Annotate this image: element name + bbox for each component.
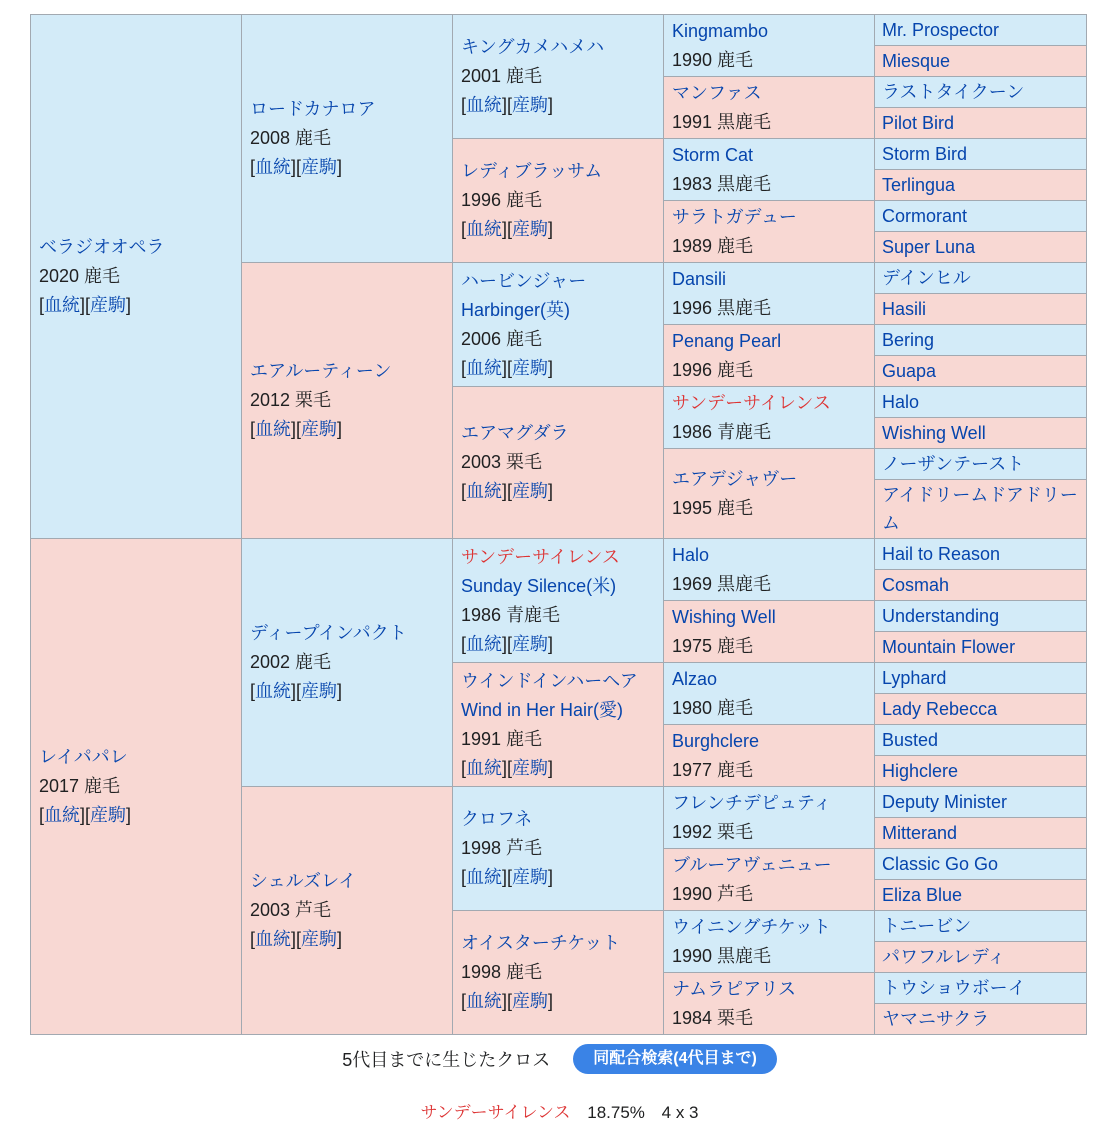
pedigree-links: [血統][産駒]: [461, 633, 554, 654]
horse-name-link[interactable]: Hail to Reason: [882, 544, 1001, 564]
bloodline-link[interactable]: 血統: [466, 481, 503, 501]
bloodline-link[interactable]: 血統: [466, 757, 503, 778]
horse-year-coat: 1990 鹿毛: [672, 49, 754, 70]
horse-name-link[interactable]: Terlingua: [882, 175, 956, 195]
horse-name-link[interactable]: サンデーサイレンス: [672, 392, 831, 413]
pedigree-cell-gen5: [875, 201, 1087, 232]
horse-name-link[interactable]: Halo: [672, 544, 710, 565]
horse-name-link[interactable]: ベラジオオペラ: [39, 237, 165, 257]
pedigree-cell-gen5: [875, 942, 1087, 973]
pedigree-cell-gen5: [875, 570, 1087, 601]
horse-year-coat: 1998 芦毛: [461, 838, 543, 858]
horse-year-coat: 1990 黒鹿毛: [672, 945, 772, 966]
horse-name-link[interactable]: ブルーアヴェニュー: [672, 854, 832, 875]
foals-link[interactable]: 産駒: [512, 357, 549, 378]
horse-year-coat: 1996 鹿毛: [461, 190, 543, 210]
pedigree-cell-gen5: [875, 539, 1087, 570]
horse-year-coat: 2003 芦毛: [250, 900, 332, 920]
pedigree-links: [血統][産駒]: [461, 219, 554, 239]
horse-year-coat: 1983 黒鹿毛: [672, 173, 772, 194]
horse-name-link[interactable]: オイスターチケット: [461, 933, 621, 953]
foals-link[interactable]: 産駒: [90, 295, 127, 315]
pedigree-cell-gen5: [875, 725, 1087, 756]
pedigree-links: [血統][産駒]: [461, 357, 554, 378]
pedigree-cell-gen3: [453, 911, 664, 1035]
pedigree-links: [血統][産駒]: [461, 991, 554, 1011]
pedigree-cell-gen3: [453, 387, 664, 539]
pedigree-links: [血統][産駒]: [461, 867, 554, 887]
horse-year-coat: 1991 鹿毛: [461, 728, 543, 749]
same-mating-search-button[interactable]: 同配合検索(4代目まで): [573, 1044, 777, 1074]
horse-year-coat: 1980 鹿毛: [672, 697, 754, 718]
horse-name-link[interactable]: Cormorant: [882, 206, 968, 226]
horse-name-link[interactable]: アイドリームドアドリーム: [882, 485, 1078, 533]
pedigree-cell-gen5: [875, 1004, 1087, 1035]
pedigree-cell-gen1: [31, 539, 242, 1035]
horse-name-link[interactable]: Busted: [882, 730, 939, 750]
horse-name-link[interactable]: Eliza Blue: [882, 885, 963, 905]
horse-name-link[interactable]: エアデジャヴー: [672, 468, 798, 489]
pedigree-cell-gen4: [664, 263, 875, 325]
horse-name-link[interactable]: キングカメハメハ: [461, 37, 605, 57]
bloodline-link[interactable]: 血統: [466, 867, 503, 887]
horse-name-link[interactable]: ウイニングチケット: [672, 916, 831, 937]
pedigree-cell-gen5: [875, 601, 1087, 632]
pedigree-cell-gen5: [875, 15, 1087, 46]
pedigree-cell-gen5: [875, 139, 1087, 170]
horse-year-coat: 1986 青鹿毛: [672, 421, 772, 442]
cross-horse-link[interactable]: サンデーサイレンス: [420, 1103, 571, 1122]
horse-name-link[interactable]: ラストタイクーン: [882, 82, 1025, 102]
horse-year-coat: 1996 黒鹿毛: [672, 297, 772, 318]
horse-name-link[interactable]: Super Luna: [882, 237, 976, 257]
pedigree-cell-gen5: [875, 325, 1087, 356]
pedigree-cell-gen5: [875, 787, 1087, 818]
horse-name-link[interactable]: Alzao: [672, 668, 718, 689]
horse-name-link[interactable]: レイパパレ: [39, 747, 128, 767]
horse-name-link[interactable]: フレンチデピュティ: [672, 792, 832, 813]
horse-name-link[interactable]: ロードカナロア: [250, 99, 376, 119]
horse-year-coat: 2003 栗毛: [461, 452, 543, 472]
foals-link[interactable]: 産駒: [90, 805, 127, 825]
horse-name-link[interactable]: ウインドインハーヘア: [461, 670, 638, 691]
horse-name-link[interactable]: サンデーサイレンス: [461, 546, 620, 567]
horse-year-coat: 1986 青鹿毛: [461, 604, 561, 625]
pedigree-cell-gen5: [875, 356, 1087, 387]
horse-year-coat: 1977 鹿毛: [672, 759, 754, 780]
horse-name-link[interactable]: クロフネ: [461, 809, 533, 829]
pedigree-links: [血統][産駒]: [39, 805, 132, 825]
horse-name-link[interactable]: Wishing Well: [672, 606, 776, 627]
pedigree-cell-gen5: [875, 694, 1087, 725]
horse-year-coat: 2008 鹿毛: [250, 128, 332, 148]
horse-english-name-link[interactable]: Sunday Silence(米): [461, 575, 617, 596]
pedigree-cell-gen2: [242, 787, 453, 1035]
pedigree-links: [血統][産駒]: [461, 481, 554, 501]
horse-name-link[interactable]: Dansili: [672, 268, 727, 289]
pedigree-cell-gen4: [664, 911, 875, 973]
pedigree-cell-gen2: [242, 15, 453, 263]
foals-link[interactable]: 産駒: [512, 991, 549, 1011]
pedigree-cell-gen5: [875, 263, 1087, 294]
pedigree-cell-gen2: [242, 539, 453, 787]
foals-link[interactable]: 産駒: [512, 633, 549, 654]
bloodline-link[interactable]: 血統: [466, 357, 503, 378]
pedigree-cell-gen4: [664, 15, 875, 77]
pedigree-cell-gen3: [453, 15, 664, 139]
horse-year-coat: 1995 鹿毛: [672, 497, 754, 518]
horse-name-link[interactable]: ヤマニサクラ: [882, 1009, 990, 1029]
cross-label: 5代目までに生じたクロス: [342, 1050, 551, 1070]
pedigree-links: [血統][産駒]: [461, 95, 554, 115]
horse-name-link[interactable]: トニービン: [882, 916, 972, 936]
pedigree-cell-gen5: [875, 108, 1087, 139]
horse-year-coat: 1992 栗毛: [672, 821, 754, 842]
foals-link[interactable]: 産駒: [301, 681, 338, 701]
foals-link[interactable]: 産駒: [301, 157, 338, 177]
pedigree-cell-gen4: [664, 787, 875, 849]
horse-year-coat: 2017 鹿毛: [39, 776, 121, 796]
horse-name-link[interactable]: Wishing Well: [882, 423, 986, 443]
horse-english-name-link[interactable]: Wind in Her Hair(愛): [461, 699, 624, 720]
pedigree-cell-gen5: [875, 46, 1087, 77]
horse-name-link[interactable]: Halo: [882, 392, 920, 412]
pedigree-cell-gen4: [664, 601, 875, 663]
pedigree-cell-gen5: [875, 849, 1087, 880]
horse-name-link[interactable]: Cosmah: [882, 575, 950, 595]
bloodline-link[interactable]: 血統: [44, 805, 81, 825]
horse-name-link[interactable]: エアルーティーン: [250, 361, 392, 381]
pedigree-cell-gen5: [875, 632, 1087, 663]
pedigree-links: [血統][産駒]: [461, 757, 554, 778]
pedigree-cell-gen5: [875, 387, 1087, 418]
pedigree-cell-gen3: [453, 139, 664, 263]
bloodline-link[interactable]: 血統: [466, 219, 503, 239]
bloodline-link[interactable]: 血統: [466, 95, 503, 115]
cross-section-header: [0, 1044, 1119, 1074]
foals-link[interactable]: 産駒: [512, 481, 549, 501]
horse-name-link[interactable]: Miesque: [882, 51, 951, 71]
foals-link[interactable]: 産駒: [512, 219, 549, 239]
pedigree-cell-gen4: [664, 849, 875, 911]
horse-name-link[interactable]: デインヒル: [882, 268, 971, 288]
pedigree-cell-gen5: [875, 232, 1087, 263]
horse-name-link[interactable]: シェルズレイ: [250, 871, 357, 891]
foals-link[interactable]: 産駒: [512, 867, 549, 887]
pedigree-cell-gen4: [664, 201, 875, 263]
pedigree-cell-gen5: [875, 818, 1087, 849]
pedigree-links: [血統][産駒]: [39, 295, 132, 315]
pedigree-links: [血統][産駒]: [250, 929, 343, 949]
pedigree-cell-gen5: [875, 480, 1087, 539]
pedigree-cell-gen5: [875, 663, 1087, 694]
horse-name-link[interactable]: Mitterand: [882, 823, 958, 843]
pedigree-cell-gen4: [664, 77, 875, 139]
horse-name-link[interactable]: Storm Cat: [672, 144, 754, 165]
horse-year-coat: 1990 芦毛: [672, 883, 754, 904]
horse-year-coat: 2020 鹿毛: [39, 266, 121, 286]
horse-name-link[interactable]: レディブラッサム: [461, 161, 603, 181]
pedigree-cell-gen5: [875, 449, 1087, 480]
pedigree-cell-gen4: [664, 387, 875, 449]
horse-name-link[interactable]: パワフルレディ: [882, 947, 1006, 967]
horse-name-link[interactable]: マンファス: [672, 82, 762, 103]
horse-name-link[interactable]: Mountain Flower: [882, 637, 1016, 657]
pedigree-cell-gen5: [875, 77, 1087, 108]
pedigree-cell-gen4: [664, 539, 875, 601]
pedigree-cell-gen5: [875, 973, 1087, 1004]
pedigree-cell-gen5: [875, 418, 1087, 449]
horse-year-coat: 1969 黒鹿毛: [672, 573, 772, 594]
bloodline-link[interactable]: 血統: [255, 419, 292, 439]
pedigree-cell-gen3: [453, 539, 664, 663]
horse-name-link[interactable]: Mr. Prospector: [882, 20, 1000, 40]
pedigree-cell-gen3: [453, 787, 664, 911]
horse-name-link[interactable]: Pilot Bird: [882, 113, 955, 133]
bloodline-link[interactable]: 血統: [44, 295, 81, 315]
horse-english-name-link[interactable]: Harbinger(英): [461, 299, 571, 320]
horse-name-link[interactable]: トウショウボーイ: [882, 978, 1026, 998]
pedigree-cell-gen5: [875, 880, 1087, 911]
horse-name-link[interactable]: ノーザンテースト: [882, 454, 1025, 474]
foals-link[interactable]: 産駒: [301, 419, 338, 439]
pedigree-cell-gen4: [664, 663, 875, 725]
horse-name-link[interactable]: Hasili: [882, 299, 927, 319]
pedigree-cell-gen2: [242, 263, 453, 539]
cross-percent: 18.75%: [587, 1103, 645, 1122]
pedigree-cell-gen3: [453, 663, 664, 787]
horse-name-link[interactable]: Burghclere: [672, 730, 760, 751]
bloodline-link[interactable]: 血統: [466, 633, 503, 654]
foals-link[interactable]: 産駒: [512, 95, 549, 115]
horse-name-link[interactable]: Penang Pearl: [672, 330, 782, 351]
horse-year-coat: 2001 鹿毛: [461, 66, 543, 86]
horse-name-link[interactable]: Lady Rebecca: [882, 699, 998, 719]
horse-name-link[interactable]: ディープインパクト: [250, 623, 407, 643]
horse-year-coat: 2002 鹿毛: [250, 652, 332, 672]
pedigree-cell-gen5: [875, 911, 1087, 942]
pedigree-cell-gen5: [875, 294, 1087, 325]
pedigree-cell-gen5: [875, 756, 1087, 787]
bloodline-link[interactable]: 血統: [255, 681, 292, 701]
bloodline-link[interactable]: 血統: [255, 929, 292, 949]
horse-year-coat: 2006 鹿毛: [461, 328, 543, 349]
horse-name-link[interactable]: Understanding: [882, 606, 1000, 626]
pedigree-cell-gen4: [664, 973, 875, 1035]
horse-name-link[interactable]: エアマグダラ: [461, 423, 569, 443]
horse-name-link[interactable]: ハービンジャー: [461, 270, 587, 291]
horse-name-link[interactable]: サラトガデュー: [672, 206, 797, 227]
horse-name-link[interactable]: Lyphard: [882, 668, 947, 688]
horse-year-coat: 2012 栗毛: [250, 390, 332, 410]
horse-name-link[interactable]: Storm Bird: [882, 144, 968, 164]
pedigree-cell-gen3: [453, 263, 664, 387]
pedigree-cell-gen4: [664, 725, 875, 787]
pedigree-links: [血統][産駒]: [250, 681, 343, 701]
pedigree-cell-gen5: [875, 170, 1087, 201]
pedigree-cell-gen4: [664, 325, 875, 387]
pedigree-cell-gen4: [664, 449, 875, 539]
pedigree-links: [血統][産駒]: [250, 157, 343, 177]
foals-link[interactable]: 産駒: [512, 757, 549, 778]
horse-name-link[interactable]: ナムラピアリス: [672, 978, 797, 999]
pedigree-links: [血統][産駒]: [250, 419, 343, 439]
horse-year-coat: 1989 鹿毛: [672, 235, 754, 256]
pedigree-cell-gen1: [31, 15, 242, 539]
pedigree-cell-gen4: [664, 139, 875, 201]
horse-year-coat: 1998 鹿毛: [461, 962, 543, 982]
horse-name-link[interactable]: Classic Go Go: [882, 854, 999, 874]
horse-year-coat: 1991 黒鹿毛: [672, 111, 772, 132]
cross-ratio: 4 x 3: [661, 1103, 699, 1122]
bloodline-link[interactable]: 血統: [466, 991, 503, 1011]
foals-link[interactable]: 産駒: [301, 929, 338, 949]
horse-name-link[interactable]: Guapa: [882, 361, 937, 381]
horse-name-link[interactable]: Kingmambo: [672, 20, 769, 41]
horse-year-coat: 1984 栗毛: [672, 1007, 754, 1028]
horse-name-link[interactable]: Deputy Minister: [882, 792, 1008, 812]
bloodline-link[interactable]: 血統: [255, 157, 292, 177]
pedigree-table: [30, 14, 1087, 1035]
horse-name-link[interactable]: Highclere: [882, 761, 959, 781]
horse-year-coat: 1996 鹿毛: [672, 359, 754, 380]
inbreeding-cross-row: [0, 1098, 1119, 1123]
horse-year-coat: 1975 鹿毛: [672, 635, 754, 656]
horse-name-link[interactable]: Bering: [882, 330, 935, 350]
